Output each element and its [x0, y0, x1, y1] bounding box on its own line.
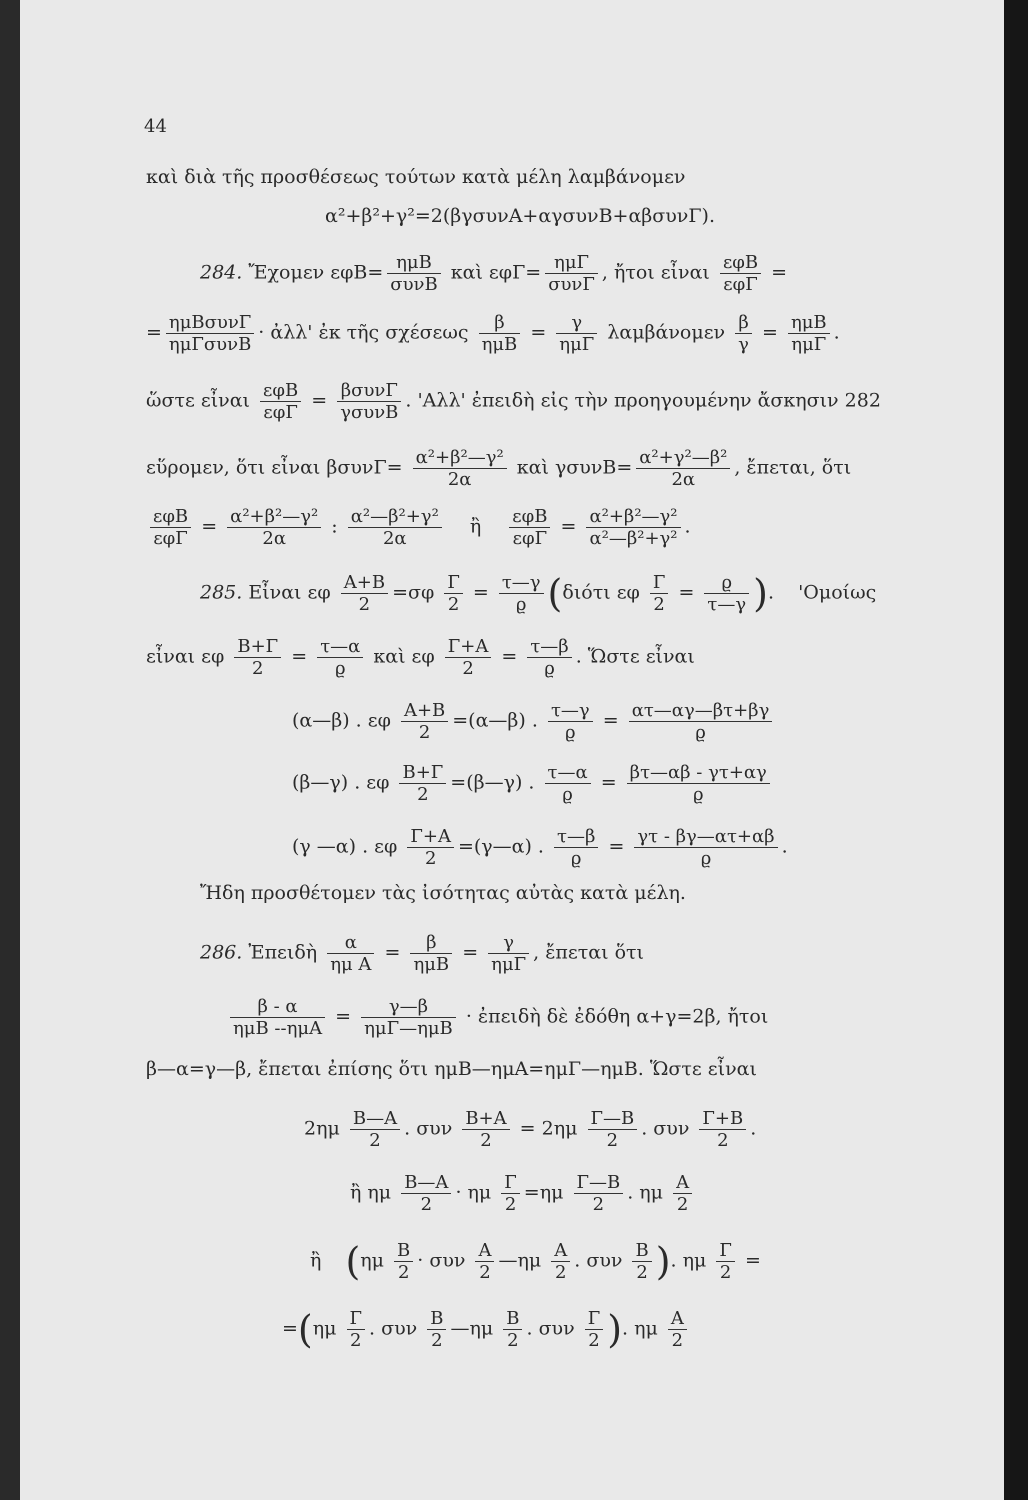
denominator: 2	[555, 1262, 567, 1283]
numerator: β	[735, 312, 752, 334]
fraction	[545, 762, 591, 805]
left-paren: (	[297, 1307, 313, 1352]
text: (β—γ) . εφ	[292, 771, 390, 794]
text: Εἶναι εφ	[248, 581, 331, 604]
fraction	[551, 1240, 570, 1283]
denominator: 2	[504, 1194, 517, 1215]
text: =	[384, 941, 401, 964]
text: εὕρομεν, ὅτι εἶναι βσυνΓ=	[146, 456, 403, 479]
exercise-number: 286.	[200, 941, 243, 964]
denominator: ημΒ	[481, 334, 518, 355]
numerator: βτ—αβ - γτ+αγ	[627, 762, 770, 784]
denominator: 2	[424, 848, 437, 869]
fraction	[327, 932, 374, 975]
text: . ημ	[622, 1317, 658, 1340]
equation-line	[200, 932, 644, 975]
text: . συν	[369, 1317, 418, 1340]
numerator: Α	[673, 1172, 692, 1194]
numerator: Γ	[585, 1308, 604, 1330]
numerator: Γ—Β	[574, 1172, 624, 1194]
text: =	[201, 515, 218, 538]
numerator: Α	[668, 1308, 687, 1330]
left-paren: (	[345, 1239, 361, 1284]
numerator: ημΒσυνΓ	[166, 312, 254, 334]
text: .	[767, 581, 775, 604]
fraction	[634, 826, 777, 869]
denominator: 2α	[262, 528, 286, 549]
numerator: Α+Β	[341, 572, 388, 594]
denominator: α²—β²+γ²	[589, 528, 678, 549]
text-line: Ἤδη προσθέτομεν τὰς ἰσότητας αὐτὰς κατὰ μέλη.	[200, 882, 686, 904]
fraction	[632, 1240, 651, 1283]
denominator: γ	[738, 334, 749, 355]
right-paren: )	[607, 1307, 623, 1352]
text: =(β—γ) .	[450, 771, 535, 794]
text: (γ —α) . εφ	[292, 835, 398, 858]
text: =σφ	[392, 581, 435, 604]
text: Ἐπειδὴ	[248, 941, 318, 964]
denominator: 2	[358, 594, 371, 615]
text: ἢ	[469, 515, 482, 538]
denominator: 2	[447, 594, 460, 615]
numerator: τ—β	[554, 826, 598, 848]
numerator: Γ+Α	[445, 636, 492, 658]
fraction	[699, 1108, 746, 1151]
denominator: 2	[350, 1330, 362, 1351]
text: . 'Αλλ' ἐπειδὴ εἰς τὴν προηγουμένην ἄσκησιν 282	[405, 389, 881, 412]
denominator: 2α	[382, 528, 407, 549]
text: . συν	[574, 1249, 623, 1272]
fraction	[413, 447, 507, 490]
denominator: 2	[653, 594, 665, 615]
numerator: βσυνΓ	[337, 380, 401, 402]
fraction	[716, 1240, 735, 1283]
text: =	[678, 581, 695, 604]
fraction	[407, 826, 454, 869]
denominator: ϱ	[334, 658, 346, 679]
text: · ἐπειδὴ δὲ ἐδόθη α+γ=2β, ἤτοι	[465, 1005, 769, 1028]
denominator: ημΓ—ημΒ	[364, 1018, 453, 1039]
text: =	[560, 515, 577, 538]
fraction	[387, 252, 440, 295]
equation-line	[146, 380, 881, 423]
text: =	[501, 645, 518, 668]
fraction	[588, 1108, 638, 1151]
text: =	[472, 581, 489, 604]
numerator: τ—β	[527, 636, 571, 658]
text: · συν	[417, 1249, 466, 1272]
fraction	[668, 1308, 687, 1351]
fraction	[527, 636, 571, 679]
page-shadow-right	[1004, 0, 1028, 1500]
numerator: γ—β	[361, 996, 456, 1018]
fraction	[509, 506, 550, 549]
text: , ἔπεται, ὅτι	[734, 456, 852, 479]
denominator: ημΓ	[791, 334, 827, 355]
numerator: Β+Γ	[234, 636, 281, 658]
text: =ημ	[523, 1181, 564, 1204]
text: —ημ	[498, 1249, 542, 1272]
text: .	[750, 1117, 757, 1140]
text: =(γ—α) .	[457, 835, 544, 858]
text: =(α—β) .	[452, 709, 538, 732]
fraction	[341, 572, 388, 615]
denominator: ϱ	[544, 658, 555, 679]
fraction	[394, 1240, 413, 1283]
equation-line	[146, 636, 695, 679]
page-number: 44	[144, 116, 167, 137]
denominator: 2	[606, 1130, 619, 1151]
numerator: Β+Α	[462, 1108, 509, 1130]
fraction	[673, 1172, 692, 1215]
equation-row	[292, 700, 776, 743]
equation-line	[146, 506, 691, 549]
fraction	[735, 312, 752, 355]
equation-row	[292, 762, 774, 805]
fraction	[585, 1308, 604, 1351]
text: ημ	[312, 1317, 337, 1340]
numerator: Γ+Α	[407, 826, 454, 848]
left-paren: (	[547, 571, 563, 616]
numerator: ϱ	[704, 572, 749, 594]
numerator: β - α	[230, 996, 325, 1018]
denominator: ημΓ	[559, 334, 595, 355]
numerator: Γ	[501, 1172, 520, 1194]
denominator: γσυνΒ	[340, 402, 399, 423]
numerator: α²+β²—γ²	[586, 506, 680, 528]
text: ἢ ημ	[350, 1181, 392, 1204]
equation-row	[282, 1308, 691, 1351]
numerator: α²+β²—γ²	[413, 447, 507, 469]
fraction	[475, 1240, 494, 1283]
fraction	[410, 932, 452, 975]
equation-line	[200, 252, 787, 295]
denominator: 2α	[447, 469, 472, 490]
fraction	[650, 572, 669, 615]
fraction	[227, 506, 321, 549]
fraction	[399, 762, 446, 805]
numerator: τ—γ	[548, 700, 593, 722]
text: λαμβάνομεν	[607, 321, 726, 344]
denominator: τ—γ	[707, 594, 747, 615]
text: =	[600, 771, 617, 794]
fraction	[150, 506, 191, 549]
numerator: α²—β²+γ²	[348, 506, 442, 528]
fraction	[586, 506, 680, 549]
text: καὶ εφ	[373, 645, 435, 668]
text-line: β—α=γ—β, ἔπεται ἐπίσης ὅτι ημΒ—ημΑ=ημΓ—ημΒ. Ὥστε εἶναι	[146, 1058, 757, 1080]
text: καὶ γσυνΒ=	[516, 456, 633, 479]
numerator: Γ—Β	[588, 1108, 638, 1130]
equation-row	[350, 1172, 696, 1215]
fraction	[545, 252, 598, 295]
fraction	[401, 700, 448, 743]
fraction	[348, 506, 442, 549]
text: . ημ	[627, 1181, 664, 1204]
book-page	[20, 0, 1004, 1500]
equation-row	[292, 826, 788, 869]
denominator: 2	[717, 1130, 729, 1151]
text: , ἔπεται ὅτι	[533, 941, 644, 964]
numerator: τ—α	[317, 636, 363, 658]
numerator: Γ	[650, 572, 669, 594]
numerator: τ—α	[545, 762, 591, 784]
denominator: εφΓ	[512, 528, 548, 549]
text: =	[146, 321, 162, 344]
text: 'Ομοίως	[798, 581, 877, 604]
denominator: 2	[588, 1330, 600, 1351]
equation-line	[146, 447, 851, 490]
numerator: τ—γ	[499, 572, 544, 594]
denominator: 2	[418, 722, 431, 743]
fraction	[401, 1172, 451, 1215]
denominator: 2	[462, 658, 474, 679]
numerator: Α	[475, 1240, 494, 1262]
equation: α²+β²+γ²=2(βγσυνΑ+αγσυνΒ+αβσυνΓ).	[325, 205, 715, 227]
numerator: εφΒ	[720, 252, 761, 274]
text: .	[684, 515, 691, 538]
fraction	[166, 312, 254, 355]
denominator: ημ Α	[330, 954, 372, 975]
fraction	[317, 636, 363, 679]
equation-row	[304, 1108, 756, 1151]
denominator: 2	[479, 1262, 491, 1283]
numerator: ημΒ	[788, 312, 830, 334]
text: καὶ εφΓ=	[450, 261, 542, 284]
numerator: γτ - βγ—ατ+αβ	[634, 826, 777, 848]
fraction	[503, 1308, 522, 1351]
denominator: 2	[420, 1194, 433, 1215]
fraction	[574, 1172, 624, 1215]
fraction	[347, 1308, 366, 1351]
text: =	[291, 645, 308, 668]
numerator: Β	[632, 1240, 651, 1262]
exercise-number: 284.	[200, 261, 243, 284]
numerator: Β	[503, 1308, 522, 1330]
denominator: ϱ	[565, 722, 576, 743]
fraction	[636, 447, 730, 490]
text: =	[761, 321, 778, 344]
denominator: ημΒ	[413, 954, 450, 975]
text: = 2ημ	[519, 1117, 578, 1140]
fraction	[556, 312, 597, 355]
denominator: 2	[417, 784, 429, 805]
numerator: Γ	[347, 1308, 366, 1330]
denominator: συνΓ	[548, 274, 595, 295]
denominator: 2	[676, 1194, 689, 1215]
numerator: Γ	[444, 572, 463, 594]
numerator: γ	[488, 932, 529, 954]
text: . συν	[404, 1117, 453, 1140]
fraction	[499, 572, 544, 615]
denominator: συνΒ	[390, 274, 438, 295]
denominator: ημΓσυνΒ	[168, 334, 252, 355]
numerator: εφΒ	[509, 506, 550, 528]
text: =	[602, 709, 619, 732]
text-line: καὶ διὰ τῆς προσθέσεως τούτων κατὰ μέλη λαμβάνομεν	[146, 166, 686, 188]
text: =	[608, 835, 625, 858]
text: (α—β) . εφ	[292, 709, 391, 732]
text: · ἀλλ' ἐκ τῆς σχέσεως	[258, 321, 469, 344]
numerator: α²+γ²—β²	[636, 447, 730, 469]
text: —ημ	[450, 1317, 494, 1340]
numerator: β	[479, 312, 521, 334]
right-paren: )	[753, 571, 768, 616]
denominator: εφΓ	[263, 402, 298, 423]
text: =	[311, 389, 328, 412]
numerator: Γ	[716, 1240, 735, 1262]
equation-line	[146, 312, 840, 355]
fraction	[554, 826, 598, 869]
fraction	[230, 996, 325, 1039]
denominator: ημΓ	[491, 954, 527, 975]
fraction	[704, 572, 749, 615]
fraction	[720, 252, 761, 295]
text: =	[462, 941, 479, 964]
denominator: 2α	[671, 469, 696, 490]
text: . συν	[526, 1317, 575, 1340]
denominator: 2	[431, 1330, 443, 1351]
numerator: ημΓ	[545, 252, 598, 274]
fraction	[479, 312, 521, 355]
fraction	[629, 700, 773, 743]
text: 2ημ	[304, 1117, 340, 1140]
fraction	[462, 1108, 509, 1151]
fraction	[427, 1308, 446, 1351]
text: · ημ	[455, 1181, 492, 1204]
denominator: 2	[252, 658, 264, 679]
numerator: Γ+Β	[699, 1108, 746, 1130]
text: . ημ	[670, 1249, 707, 1272]
numerator: Β—Α	[350, 1108, 400, 1130]
text: ὥστε εἶναι	[146, 389, 250, 412]
text: , ἤτοι εἶναι	[601, 261, 710, 284]
text: .	[781, 835, 788, 858]
numerator: εφΒ	[260, 380, 301, 402]
numerator: ατ—αγ—βτ+βγ	[629, 700, 773, 722]
numerator: γ	[556, 312, 597, 334]
denominator: ϱ	[562, 784, 573, 805]
text: .	[833, 321, 840, 344]
text: εἶναι εφ	[146, 645, 225, 668]
exercise-number: 285.	[200, 581, 243, 604]
denominator: ϱ	[515, 594, 527, 615]
denominator: 2	[507, 1330, 519, 1351]
numerator: Β	[427, 1308, 446, 1330]
text: ἢ	[310, 1249, 322, 1272]
fraction	[361, 996, 456, 1039]
denominator: 2	[719, 1262, 732, 1283]
text: . Ὥστε εἶναι	[575, 645, 695, 668]
denominator: ϱ	[570, 848, 582, 869]
numerator: ημΒ	[387, 252, 440, 274]
denominator: ϱ	[695, 722, 706, 743]
fraction	[488, 932, 529, 975]
denominator: 2	[671, 1330, 684, 1351]
equation-row	[310, 1240, 761, 1283]
denominator: ϱ	[692, 784, 704, 805]
fraction	[260, 380, 301, 423]
text: =	[530, 321, 547, 344]
text: =	[744, 1249, 761, 1272]
right-paren: )	[655, 1239, 671, 1284]
text: ημ	[360, 1249, 384, 1272]
numerator: α	[327, 932, 374, 954]
fraction	[548, 700, 593, 743]
numerator: α²+β²—γ²	[227, 506, 321, 528]
equation-line	[200, 572, 876, 615]
fraction	[501, 1172, 520, 1215]
text: διότι εφ	[562, 581, 640, 604]
denominator: ϱ	[700, 848, 712, 869]
denominator: 2	[592, 1194, 605, 1215]
equation-line	[226, 996, 768, 1039]
fraction	[350, 1108, 400, 1151]
denominator: 2	[397, 1262, 410, 1283]
denominator: 2	[369, 1130, 381, 1151]
denominator: 2	[480, 1130, 492, 1151]
denominator: ημΒ --ημΑ	[233, 1018, 323, 1039]
text: =	[282, 1317, 298, 1340]
fraction	[337, 380, 401, 423]
text: . συν	[641, 1117, 690, 1140]
text: Ἔχομεν εφΒ=	[248, 261, 384, 284]
denominator: 2	[636, 1262, 648, 1283]
denominator: εφΓ	[153, 528, 188, 549]
numerator: Β+Γ	[399, 762, 446, 784]
fraction	[627, 762, 770, 805]
numerator: β	[410, 932, 452, 954]
fraction	[445, 636, 492, 679]
text: :	[331, 515, 338, 538]
numerator: εφΒ	[150, 506, 191, 528]
numerator: Β	[394, 1240, 413, 1262]
numerator: Α	[551, 1240, 570, 1262]
page-shadow-left	[0, 0, 20, 1500]
fraction	[234, 636, 281, 679]
numerator: Α+Β	[401, 700, 448, 722]
fraction	[788, 312, 830, 355]
denominator: εφΓ	[723, 274, 758, 295]
numerator: Β—Α	[401, 1172, 451, 1194]
text: =	[335, 1005, 352, 1028]
fraction	[444, 572, 463, 615]
text: =	[771, 261, 788, 284]
